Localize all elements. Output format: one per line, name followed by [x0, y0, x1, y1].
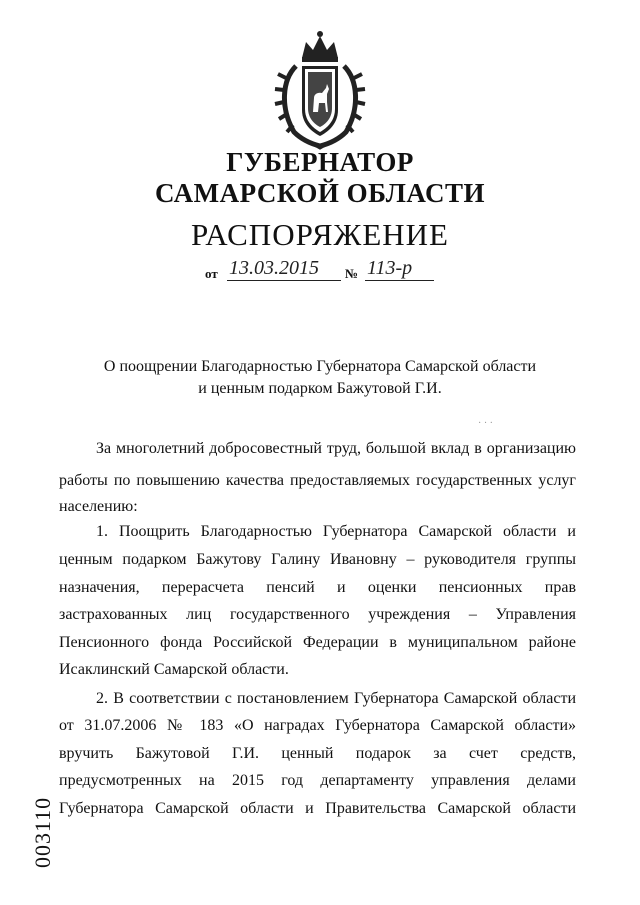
margin-stamp-number: 003110	[30, 796, 55, 868]
date-label: от	[205, 266, 218, 281]
date-number-line	[205, 257, 435, 283]
body-line: Пенсионного фонда Российской Федерации в муниципальном районе	[59, 634, 576, 651]
body-line: 2. В соответствии с постановлением Губернатора Самарской области	[96, 690, 576, 707]
body-line: предусмотренных на 2015 год департаменту управления делами	[59, 772, 576, 789]
body-line: населению:	[59, 498, 138, 515]
body-line: За многолетний добросовестный труд, большой вклад в организацию	[96, 440, 576, 457]
body-line: Исаклинский Самарской области.	[59, 661, 289, 678]
body-line: вручить Бажутовой Г.И. ценный подарок за счет средств,	[59, 745, 576, 762]
body-line: ценным подарком Бажутову Галину Ивановну – руководителя группы	[59, 551, 576, 568]
number-label: №	[345, 266, 359, 281]
document-subject	[0, 356, 640, 400]
body-line: Губернатора Самарской области и Правительства Самарской области	[59, 800, 576, 817]
body-line: назначения, перерасчета пенсий и оценки пенсионных прав	[59, 579, 576, 596]
margin-stamp	[30, 768, 56, 868]
coat-of-arms-emblem	[272, 28, 368, 152]
document-type-title: РАСПОРЯЖЕНИЕ	[191, 217, 449, 252]
body-line: работы по повышению качества предоставляемых государственных услуг	[59, 472, 576, 489]
org-title-line1: ГУБЕРНАТОР	[226, 147, 414, 177]
body-line: застрахованных лиц государственного учреждения – Управления	[59, 606, 576, 623]
org-title-line2: САМАРСКОЙ ОБЛАСТИ	[154, 178, 486, 208]
date-value: 13.03.2015	[227, 257, 341, 281]
subject-line: О поощрении Благодарностью Губернатора Самарской области	[103, 358, 537, 375]
scan-specks: · · ·	[478, 418, 493, 429]
body-line: от 31.07.2006 № 183 «О наградах Губернатора Самарской области»	[59, 717, 576, 734]
number-value: 113-р	[365, 257, 434, 281]
subject-line: и ценным подарком Бажутовой Г.И.	[198, 380, 442, 397]
body-line: 1. Поощрить Благодарностью Губернатора Самарской области и	[96, 523, 576, 540]
